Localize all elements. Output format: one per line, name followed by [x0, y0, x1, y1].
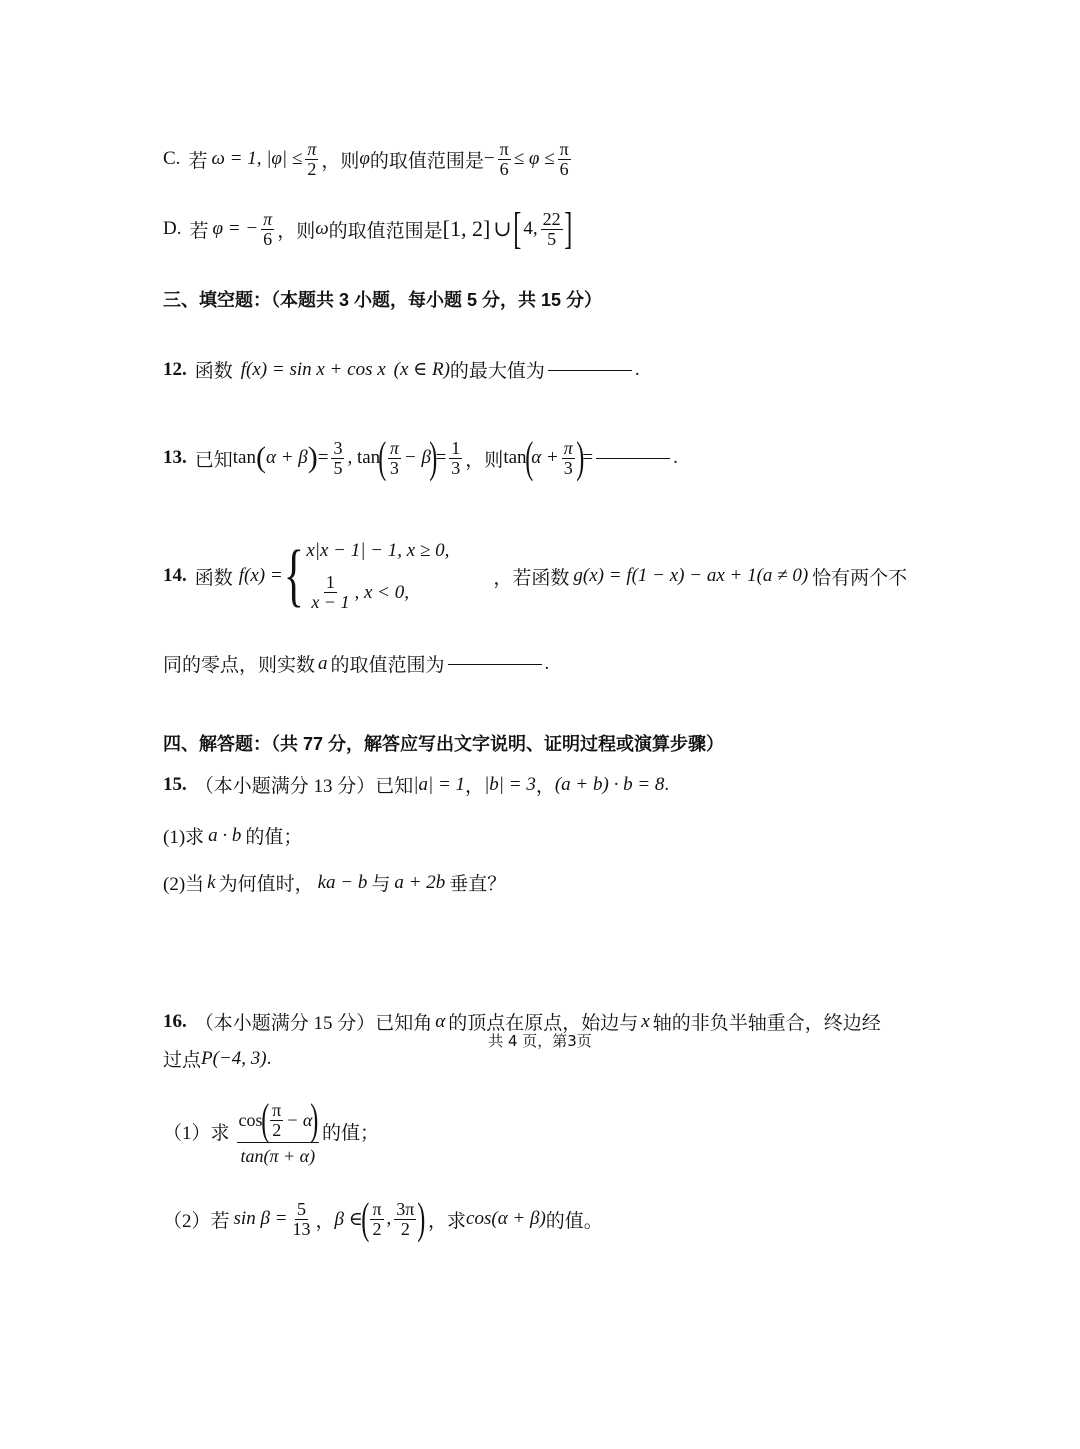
- five-over-13: $\frac{5}{13}$: [292, 1198, 311, 1239]
- q15: [163, 771, 669, 798]
- left-bracket-icon: [: [513, 204, 522, 253]
- q13-answer-blank[interactable]: [596, 457, 670, 459]
- q15-p1a: (1)求: [163, 827, 205, 848]
- q16-p2b: sin β =: [233, 1208, 288, 1229]
- pi-over-2-b: $\frac{\pi}{2}$: [372, 1198, 382, 1239]
- option-d-omega: ω: [315, 218, 329, 239]
- q15-p2e: 与: [371, 874, 391, 895]
- q15-norm-a: |a| = 1: [413, 773, 466, 795]
- q14-case1: x|x − 1| − 1, x ≥ 0,: [306, 540, 450, 561]
- option-d-cond: φ = −: [212, 218, 259, 239]
- option-c: [163, 140, 574, 179]
- q16-text5: 轴的非负半轴重合，终边经: [652, 1013, 881, 1034]
- q14-text6: 同的零点，则实数: [163, 655, 316, 676]
- option-c-range: ≤ φ ≤: [513, 148, 555, 170]
- q15-p2d: ka − b: [317, 871, 368, 893]
- pi-over-6-c: $\frac{\pi}{6}$: [263, 208, 273, 249]
- one-over-3: $\frac{1}{3}$: [451, 437, 461, 478]
- q16-part2: [163, 1194, 603, 1243]
- q15-p2g: 垂直？: [449, 874, 507, 895]
- q13-text1: 已知: [194, 449, 233, 471]
- q15-p2c: 为何值时，: [218, 874, 314, 895]
- q12-domain: (x ∈ R): [393, 359, 450, 380]
- q12: [163, 356, 640, 383]
- q12-text1: 函数: [194, 361, 233, 382]
- q13-number: 13.: [163, 447, 187, 468]
- option-c-text1: 若: [188, 150, 208, 172]
- q14-number: 14.: [163, 565, 187, 586]
- q13-minus-beta: − β: [403, 447, 431, 468]
- q13-eq1: =: [317, 447, 329, 468]
- q16-p2e: ，求: [428, 1210, 467, 1232]
- left-brace-icon: {: [283, 537, 304, 614]
- q13-tan3: tan: [503, 447, 527, 468]
- pi-over-3-a: $\frac{\pi}{3}$: [389, 437, 399, 478]
- option-d-text5: 的取值范围是: [328, 220, 443, 242]
- option-c-text5: 的取值范围是: [369, 150, 484, 172]
- q13-period: .: [673, 447, 678, 468]
- q14-text1: 函数: [194, 567, 233, 589]
- q14-answer-blank[interactable]: [448, 663, 542, 665]
- pi-over-3-b: $\frac{\pi}{3}$: [563, 437, 573, 478]
- paren-close-icon: ): [576, 433, 585, 482]
- q13-alpha-beta: α + β: [265, 447, 308, 468]
- q15-period: .: [664, 773, 670, 795]
- q14-a: a: [318, 652, 328, 674]
- q15-p1b: a · b: [208, 824, 242, 846]
- option-d-text3: ，则: [277, 220, 316, 242]
- three-over-5: $\frac{3}{5}$: [333, 437, 343, 478]
- q15-p2b: k: [207, 871, 216, 893]
- q13-tan2: , tan: [347, 447, 381, 468]
- q16-p2f: cos(α + β): [466, 1208, 546, 1229]
- q13: [163, 433, 678, 482]
- page-footer: 共 4 页，第3页: [488, 1032, 592, 1050]
- q13-alpha-plus: α +: [531, 447, 559, 468]
- twentytwo-over-5: $\frac{22}{5}$: [542, 208, 561, 249]
- q14-cases: [306, 540, 449, 612]
- q12-function: f(x) = sin x + cos x: [240, 358, 386, 380]
- q16-number: 16.: [163, 1010, 187, 1032]
- q15-norm-b: |b| = 3: [484, 773, 536, 795]
- q14: [163, 537, 908, 614]
- q12-number: 12.: [163, 358, 187, 380]
- paren-close-icon: ): [429, 433, 438, 482]
- pi-over-6-a: $\frac{\pi}{6}$: [499, 139, 509, 179]
- q14-fx: f(x) =: [238, 565, 283, 586]
- option-d-union: ∪: [493, 216, 512, 241]
- q13-eq3: =: [582, 447, 594, 468]
- q16-period: .: [266, 1047, 272, 1069]
- q16-p1c: 的值；: [322, 1123, 380, 1145]
- q14-text8: 的取值范围为: [330, 655, 445, 676]
- paren-close-icon: ): [310, 1095, 319, 1144]
- q16-p2g: 的值。: [545, 1210, 603, 1232]
- q13-tan1: tan: [232, 447, 256, 468]
- q15-part2: [163, 869, 506, 896]
- option-d-letter: D.: [163, 218, 182, 239]
- q14-line2: [163, 650, 549, 677]
- q12-answer-blank[interactable]: [548, 369, 632, 371]
- q14-period: .: [544, 652, 550, 674]
- paren-close-icon: ): [417, 1194, 426, 1243]
- q16-text3: 的顶点在原点，始边与: [448, 1013, 639, 1034]
- q14-text3: ，若函数: [493, 567, 570, 589]
- q15-dot: (a + b) · b = 8: [554, 773, 665, 795]
- pi-over-2: $\frac{\pi}{2}$: [307, 139, 317, 179]
- q15-part1: [163, 822, 302, 849]
- option-d-text1: 若: [189, 220, 209, 242]
- q16-p2c: ，: [315, 1210, 335, 1232]
- paren-open-icon: (: [524, 433, 533, 482]
- q16-text6: 过点: [163, 1050, 202, 1071]
- q15-sep1: ，: [465, 776, 485, 797]
- q16-part1: [163, 1095, 380, 1166]
- q15-text1: （本小题满分 13 分）已知: [194, 776, 414, 797]
- q14-gx: g(x) = f(1 − x) − ax + 1(a ≠ 0): [573, 565, 809, 586]
- right-bracket-icon: ]: [563, 204, 572, 253]
- q15-p1c: 的值；: [245, 827, 303, 848]
- q16-p2a: （2）若: [163, 1210, 230, 1232]
- q12-text4: 的最大值为: [449, 361, 545, 382]
- section4-title: 四、解答题：（共 77 分，解答应写出文字说明、证明过程或演算步骤）: [163, 734, 725, 754]
- q15-number: 15.: [163, 773, 187, 795]
- threepi-over-2: $\frac{3\pi}{2}$: [396, 1198, 415, 1239]
- paren-open-icon: (: [255, 441, 266, 474]
- q13-text7: ，则: [465, 449, 504, 471]
- q16-alpha: α: [435, 1010, 446, 1032]
- q16-p1-frac: cos ( $\frac{\pi}{2}$ − α ) tan(π + α): [238, 1095, 319, 1166]
- q16-p2d: β ∈: [334, 1208, 363, 1230]
- option-d: [163, 204, 572, 253]
- paren-open-icon: (: [378, 433, 387, 482]
- pi-over-6-b: $\frac{\pi}{6}$: [559, 139, 569, 179]
- q15-p2a: (2)当: [163, 874, 205, 895]
- q13-eq2: =: [435, 447, 447, 468]
- paren-open-icon: (: [260, 1095, 269, 1144]
- q16-p1a: （1）求: [163, 1123, 230, 1145]
- section3-title: 三、填空题：（本题共 3 小题，每小题 5 分，共 15 分）: [163, 290, 603, 310]
- option-c-minus: −: [483, 148, 495, 170]
- q16-x: x: [641, 1010, 650, 1032]
- q16-point: P(−4, 3): [201, 1047, 267, 1069]
- q14-case2: $\frac{1}{x - 1}$ , x < 0,: [311, 572, 409, 613]
- option-c-letter: C.: [163, 148, 181, 170]
- q16-text1: （本小题满分 15 分）已知角: [194, 1013, 433, 1034]
- q14-text5: 恰有两个不: [812, 567, 908, 589]
- paren-open-icon: (: [361, 1194, 370, 1243]
- option-c-text3: ，则: [321, 150, 360, 172]
- q15-sep2: ，: [535, 776, 555, 797]
- comma-sep: ,: [386, 1208, 392, 1229]
- paren-close-icon: ): [307, 441, 318, 474]
- option-c-phi: φ: [359, 148, 370, 170]
- option-d-interval1: [1, 2]: [442, 216, 491, 241]
- q14-case2-frac: $\frac{1}{x - 1}$: [311, 572, 350, 613]
- option-d-interval2: 4,: [523, 218, 538, 239]
- option-c-cond: ω = 1, |φ| ≤: [211, 148, 303, 170]
- q15-p2f: a + 2b: [394, 871, 446, 893]
- q12-period: .: [634, 358, 640, 380]
